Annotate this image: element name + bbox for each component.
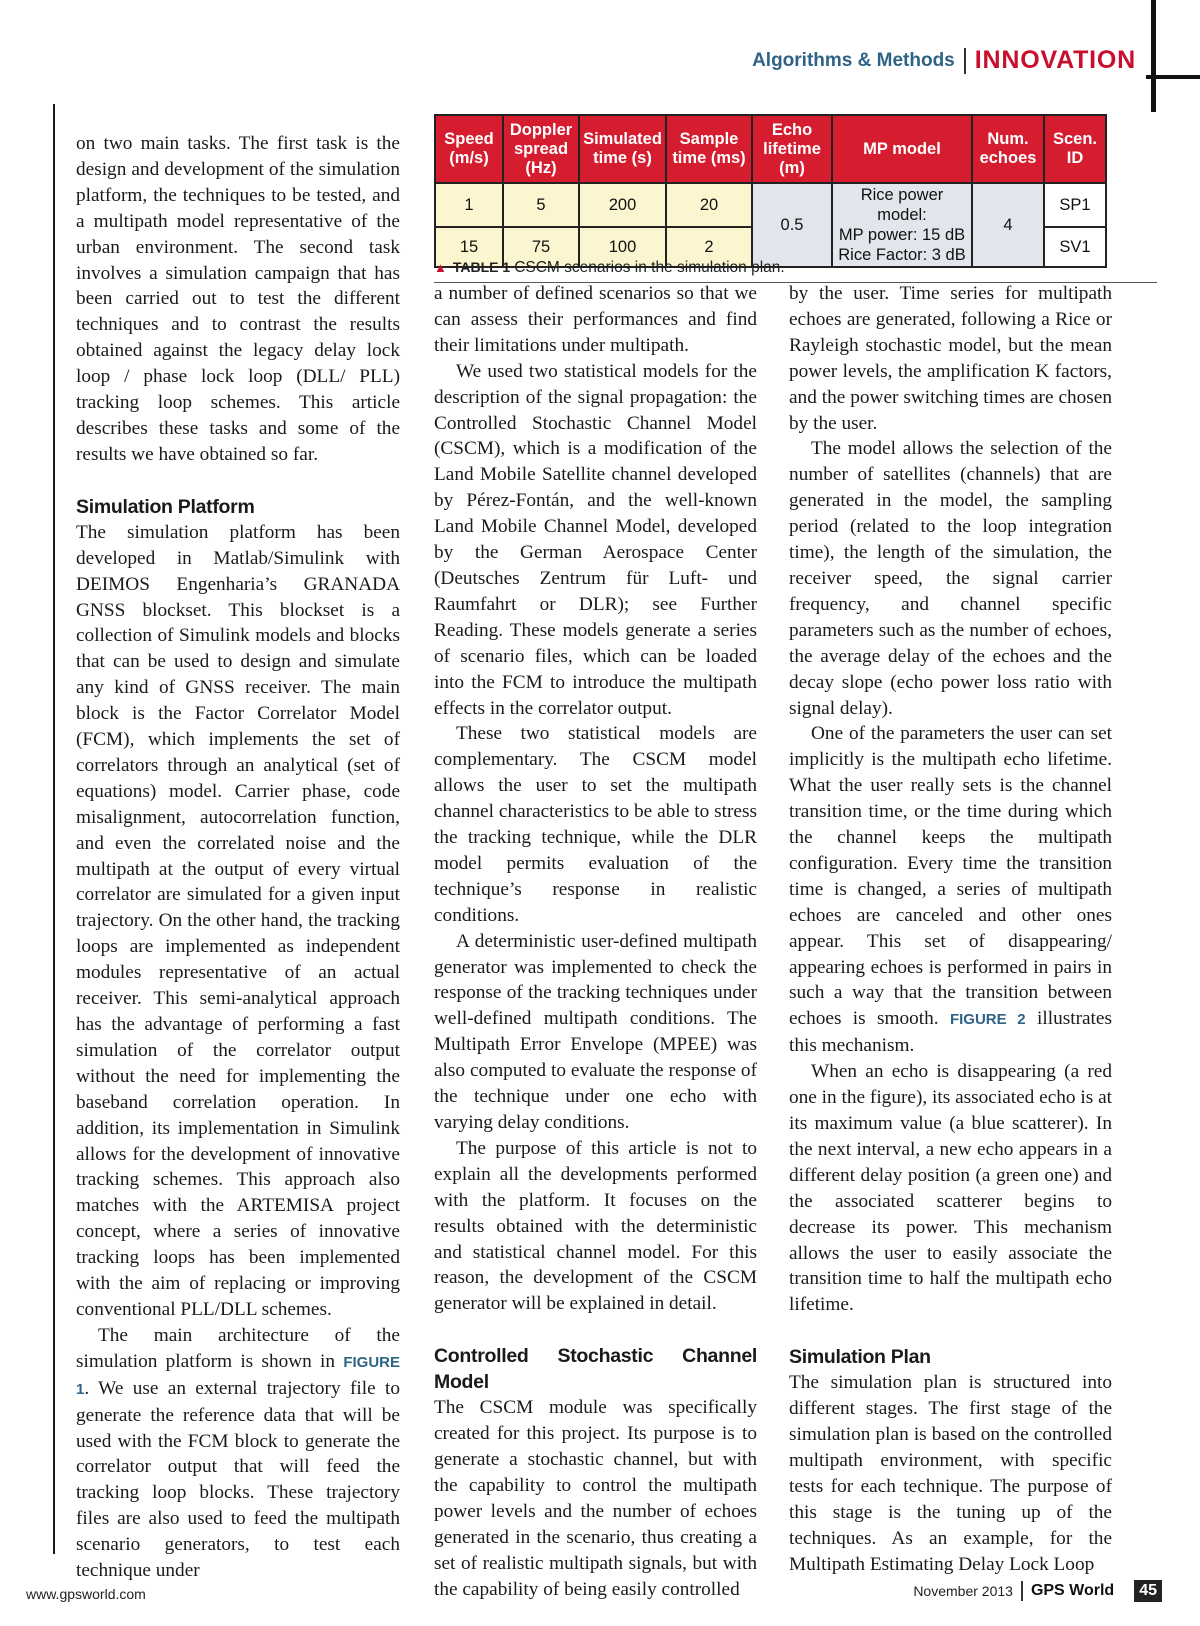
section-heading: Simulation Platform	[76, 495, 255, 518]
header-section: Algorithms & Methods	[752, 49, 955, 71]
cell-doppler: 75	[503, 227, 579, 267]
section-heading: Controlled Stochastic Channel Model	[434, 1345, 757, 1394]
table-row	[435, 183, 1106, 227]
paragraph: We used two statistical models for the description of the signal propagation: the Controlled Stochastic Channel Model (CSCM), which is a modification of the Land Mobile Satellite channel developed by Pérez-Fontán, and the well-known Land Mobile Channel Model, developed by the German Aerospace Center (Deutsches Zentrum für Luft- und Raumfahrt or DLR); see Further Reading. These models generate a series of scenario files, which can be loaded into the FCM to introduce the multipath effects in the correlator output.	[434, 360, 757, 719]
table-header-simtime: Simulated time (s)	[579, 115, 666, 183]
paragraph: by the user. Time series for multipath echoes are generated, following a Rice or Rayleigh stochastic model, but the mean power levels, the amplification K factors, and the power switching times are chosen by the user.	[789, 283, 1112, 434]
table-caption	[434, 259, 785, 277]
column-1	[76, 131, 400, 1584]
paragraph: on two main tasks. The first task is the design and development of the simulation platform, the techniques to be tested, and a multipath model representative of the urban environment. The second task involves a simulation campaign that has been carried out to test the different techniques and to contrast the results obtained against the legacy delay lock loop / phase lock loop (DLL/ PLL) tracking loop schemes. This article describes these tasks and some of the results we have obtained so far.	[76, 133, 400, 465]
page-header	[752, 46, 1136, 75]
footer-divider	[1021, 1581, 1023, 1601]
cell-num-echoes: 4	[972, 183, 1044, 267]
cell-doppler: 5	[503, 183, 579, 227]
paragraph: The model allows the selection of the number of satellites (channels) that are generated in the model, the sampling period (related to the loop integration time), the length of the simulation, the receiver speed, the signal carrier frequency, and channel specific parameters such as the number of echoes, the average delay of the echoes and the decay slope (echo power loss ratio with signal delay).	[789, 438, 1112, 719]
header-divider	[964, 48, 966, 74]
cell-mp-model	[832, 183, 972, 267]
figure-reference[interactable]: FIGURE 2	[949, 1011, 1026, 1029]
footer	[913, 1580, 1162, 1602]
cell-sample: 2	[666, 227, 752, 267]
section-heading: Simulation Plan	[789, 1346, 931, 1369]
corner-mark-horizontal	[1146, 75, 1200, 79]
paragraph: The simulation platform has been developed in Matlab/Simulink with DEIMOS Engenharia’s GRANADA GNSS blockset. This blockset is a collection of Simulink models and blocks that can be used to design and simulate any kind of GNSS receiver. The main block is the Factor Correlator Model (FCM), which implements the set of correlators through an analytical (set of equations) model. Carrier phase, code misalignment, autocorrelation function, and even the correlated noise and the multipath at the output of every virtual correlator are simulated for a given input trajectory. On the other hand, the tracking loops are implemented as independent modules representative of an actual receiver. This semi-analytical approach has the advantage of performing a fast simulation of the correlator output without the need for implementing the baseband correlation operation. In addition, its implementation in Simulink allows for the development of innovative tracking schemes. This approach also matches with the ARTEMISA project concept, where a series of innovative tracking loops has been implemented with the aim of replacing or improving conventional PLL/DLL schemes.	[76, 521, 400, 1320]
column-2	[434, 281, 757, 1603]
triangle-icon: ▲	[434, 260, 447, 275]
table-header-sample: Sample time (ms)	[666, 115, 752, 183]
mp-model-line: Rice Factor: 3 dB	[838, 246, 966, 264]
text-run: illustrates this mechanism.	[789, 1008, 1112, 1057]
caption-text: CSCM scenarios in the simulation plan.	[514, 259, 785, 276]
table-header-row	[435, 115, 1106, 183]
cell-speed: 15	[435, 227, 503, 267]
paragraph: A deterministic user-defined multipath generator was implemented to check the response of the tracking techniques under well-defined multipath conditions. The Multipath Error Envelope (MPEE) was also computed to evaluate the response of the technique under one echo with varying delay conditions.	[434, 930, 757, 1133]
mp-model-line: MP power: 15 dB	[838, 226, 966, 244]
cell-echo-lifetime: 0.5	[752, 183, 832, 267]
text-run: The main architecture of the simulation platform is shown in	[76, 1324, 400, 1372]
paragraph: a number of defined scenarios so that we can assess their performances and find their limitations under multipath.	[434, 283, 757, 356]
table-header-doppler: Doppler spread (Hz)	[503, 115, 579, 183]
corner-mark-vertical	[1151, 0, 1156, 112]
paragraph: The purpose of this article is not to explain all the developments performed with the platform. It focuses on the results obtained with the deterministic and statistical channel model. For this reason, the development of the CSCM generator will be explained in detail.	[434, 1137, 757, 1315]
footer-url[interactable]: www.gpsworld.com	[26, 1586, 146, 1602]
cell-speed: 1	[435, 183, 503, 227]
paragraph	[76, 1323, 400, 1584]
text-run: One of the parameters the user can set implicitly is the multipath echo lifetime. What the user really sets is the channel transition time, or the time during which the channel keeps the multipath configuration. Every time the transition time is changed, a series of multipath echoes are canceled and other ones appear. This set of disappearing/ appearing echoes is performed in pairs in such a way that the transition between echoes is smooth.	[789, 723, 1112, 1030]
table-header-speed: Speed (m/s)	[435, 115, 503, 183]
table-header-echo: Echo lifetime (m)	[752, 115, 832, 183]
paragraph: The CSCM module was specifically created for this project. Its purpose is to generate a stochastic channel, but with the capability to control the multipath power levels and the number of echoes generated in the scenario, thus creating a set of realistic multipath signals, but with the capability of being easily controlled	[434, 1397, 757, 1600]
cell-simtime: 200	[579, 183, 666, 227]
page-number: 45	[1134, 1580, 1162, 1602]
table-header-scenid: Scen. ID	[1044, 115, 1106, 183]
paragraph: These two statistical models are complementary. The CSCM model allows the user to set the multipath channel characteristics to be able to stress the tracking technique, while the DLR model permits evaluation of the technique’s response in realistic conditions.	[434, 723, 757, 926]
header-brand: INNOVATION	[974, 46, 1136, 74]
paragraph: When an echo is disappearing (a red one in the figure), its associated echo is at its maximum value (a blue scatterer). In the next interval, a new echo appears in a different delay position (a green one) and the associated scatterer begins to decrease its power. This mechanism allows the user to easily associate the transition time to half the multipath echo lifetime.	[789, 1061, 1112, 1316]
cell-scen-id: SV1	[1044, 227, 1106, 267]
figure-reference[interactable]: FIGURE 1	[76, 1353, 400, 1398]
text-run: . We use an external trajectory file to generate the reference data that will be used with the FCM block to generate the correlator output that will feed the tracking loop blocks. These trajectory files are also used to feed the multipath scenario generators, to test each technique under	[76, 1377, 400, 1582]
cell-simtime: 100	[579, 227, 666, 267]
left-rule	[53, 104, 55, 1554]
cell-scen-id: SP1	[1044, 183, 1106, 227]
scenario-table	[434, 114, 1107, 268]
paragraph	[789, 721, 1112, 1059]
table-header-numechoes: Num. echoes	[972, 115, 1044, 183]
footer-date: November 2013	[913, 1583, 1013, 1599]
footer-magazine: GPS World	[1030, 1582, 1115, 1599]
cell-sample: 20	[666, 183, 752, 227]
caption-label: TABLE 1	[452, 259, 511, 275]
column-3	[789, 281, 1112, 1578]
paragraph: The simulation plan is structured into different stages. The first stage of the simulation plan is based on the controlled multipath environment, with specific tests for each technique. The purpose of this stage is the tuning up of the techniques. As an example, for the Multipath Estimating Delay Lock Loop	[789, 1372, 1112, 1575]
table-header-mpmodel: MP model	[832, 115, 972, 183]
mp-model-line: Rice power model:	[860, 186, 944, 224]
